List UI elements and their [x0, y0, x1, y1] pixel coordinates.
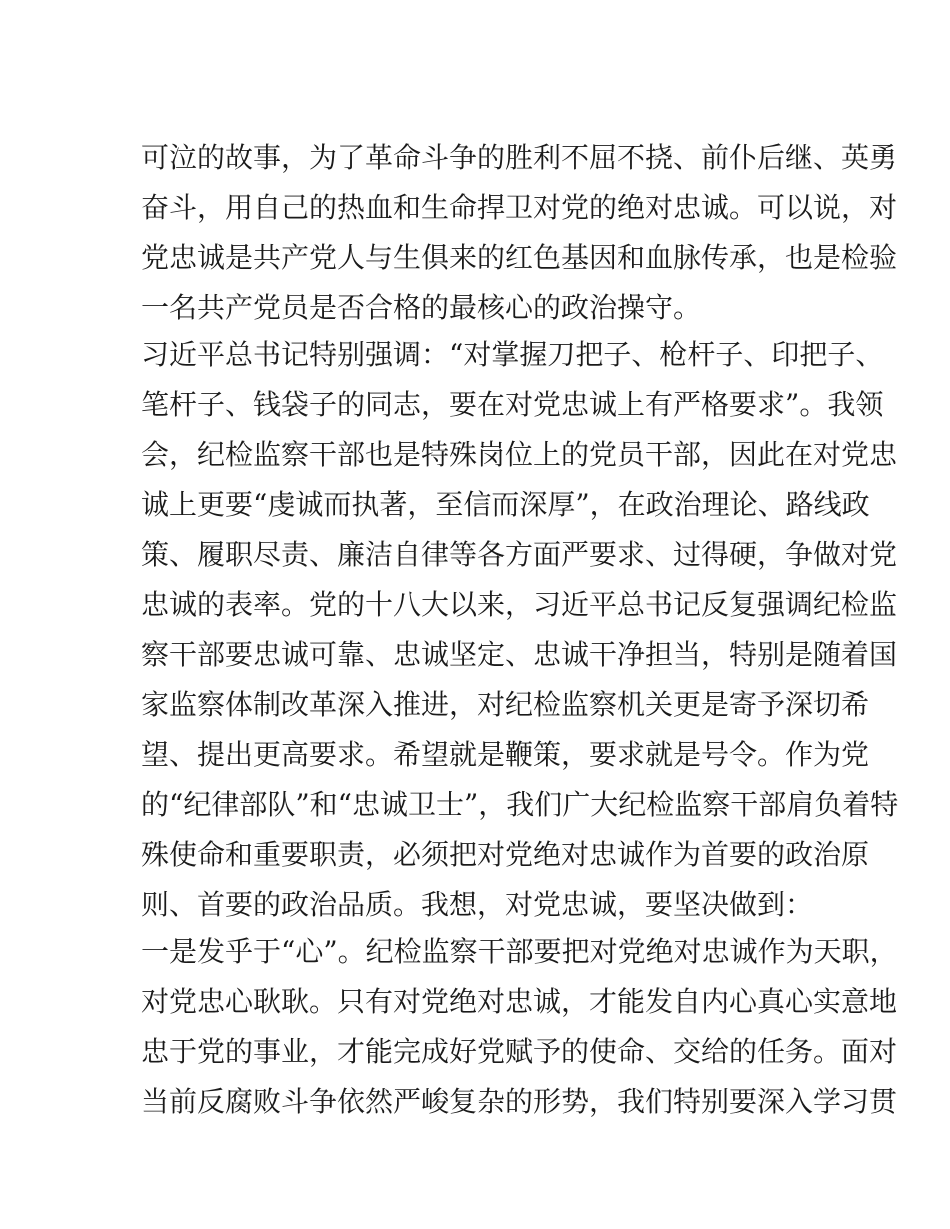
text-line: 当前反腐败斗争依然严峻复杂的形势，我们特别要深入学习贯: [141, 1085, 898, 1118]
text-line: 奋斗，用自己的热血和生命捍卫对党的绝对忠诚。可以说，对: [141, 191, 898, 224]
text-line: 一是发乎于“心”。纪检监察干部要把对党绝对忠诚作为天职，: [141, 935, 898, 968]
text-line: 可泣的故事，为了革命斗争的胜利不屈不挠、前仆后继、英勇: [141, 141, 898, 174]
text-line: 则、首要的政治品质。我想，对党忠诚，要坚决做到：: [141, 888, 814, 921]
text-line: 诚上更要“虔诚而执著，至信而深厚”，在政治理论、路线政: [141, 488, 870, 521]
text-line: 忠于党的事业，才能完成好党赋予的使命、交给的任务。面对: [141, 1035, 898, 1068]
text-line: 察干部要忠诚可靠、忠诚坚定、忠诚干净担当，特别是随着国: [141, 638, 898, 671]
text-line: 一名共产党员是否合格的最核心的政治操守。: [141, 291, 702, 324]
text-line: 笔杆子、钱袋子的同志，要在对党忠诚上有严格要求”。我领: [141, 388, 884, 421]
text-line: 对党忠心耿耿。只有对党绝对忠诚，才能发自内心真心实意地: [141, 985, 898, 1018]
text-line: 习近平总书记特别强调：“对掌握刀把子、枪杆子、印把子、: [141, 338, 884, 371]
text-line: 家监察体制改革深入推进，对纪检监察机关更是寄予深切希: [141, 688, 870, 721]
text-line: 的“纪律部队”和“忠诚卫士”，我们广大纪检监察干部肩负着特: [141, 788, 899, 821]
text-line: 策、履职尽责、廉洁自律等各方面严要求、过得硬，争做对党: [141, 538, 898, 571]
text-line: 忠诚的表率。党的十八大以来，习近平总书记反复强调纪检监: [141, 588, 898, 621]
text-line: 望、提出更高要求。希望就是鞭策，要求就是号令。作为党: [141, 738, 870, 771]
text-line: 会，纪检监察干部也是特殊岗位上的党员干部，因此在对党忠: [141, 438, 898, 471]
text-line: 党忠诚是共产党人与生俱来的红色基因和血脉传承，也是检验: [141, 241, 898, 274]
text-line: 殊使命和重要职责，必须把对党绝对忠诚作为首要的政治原: [141, 838, 870, 871]
